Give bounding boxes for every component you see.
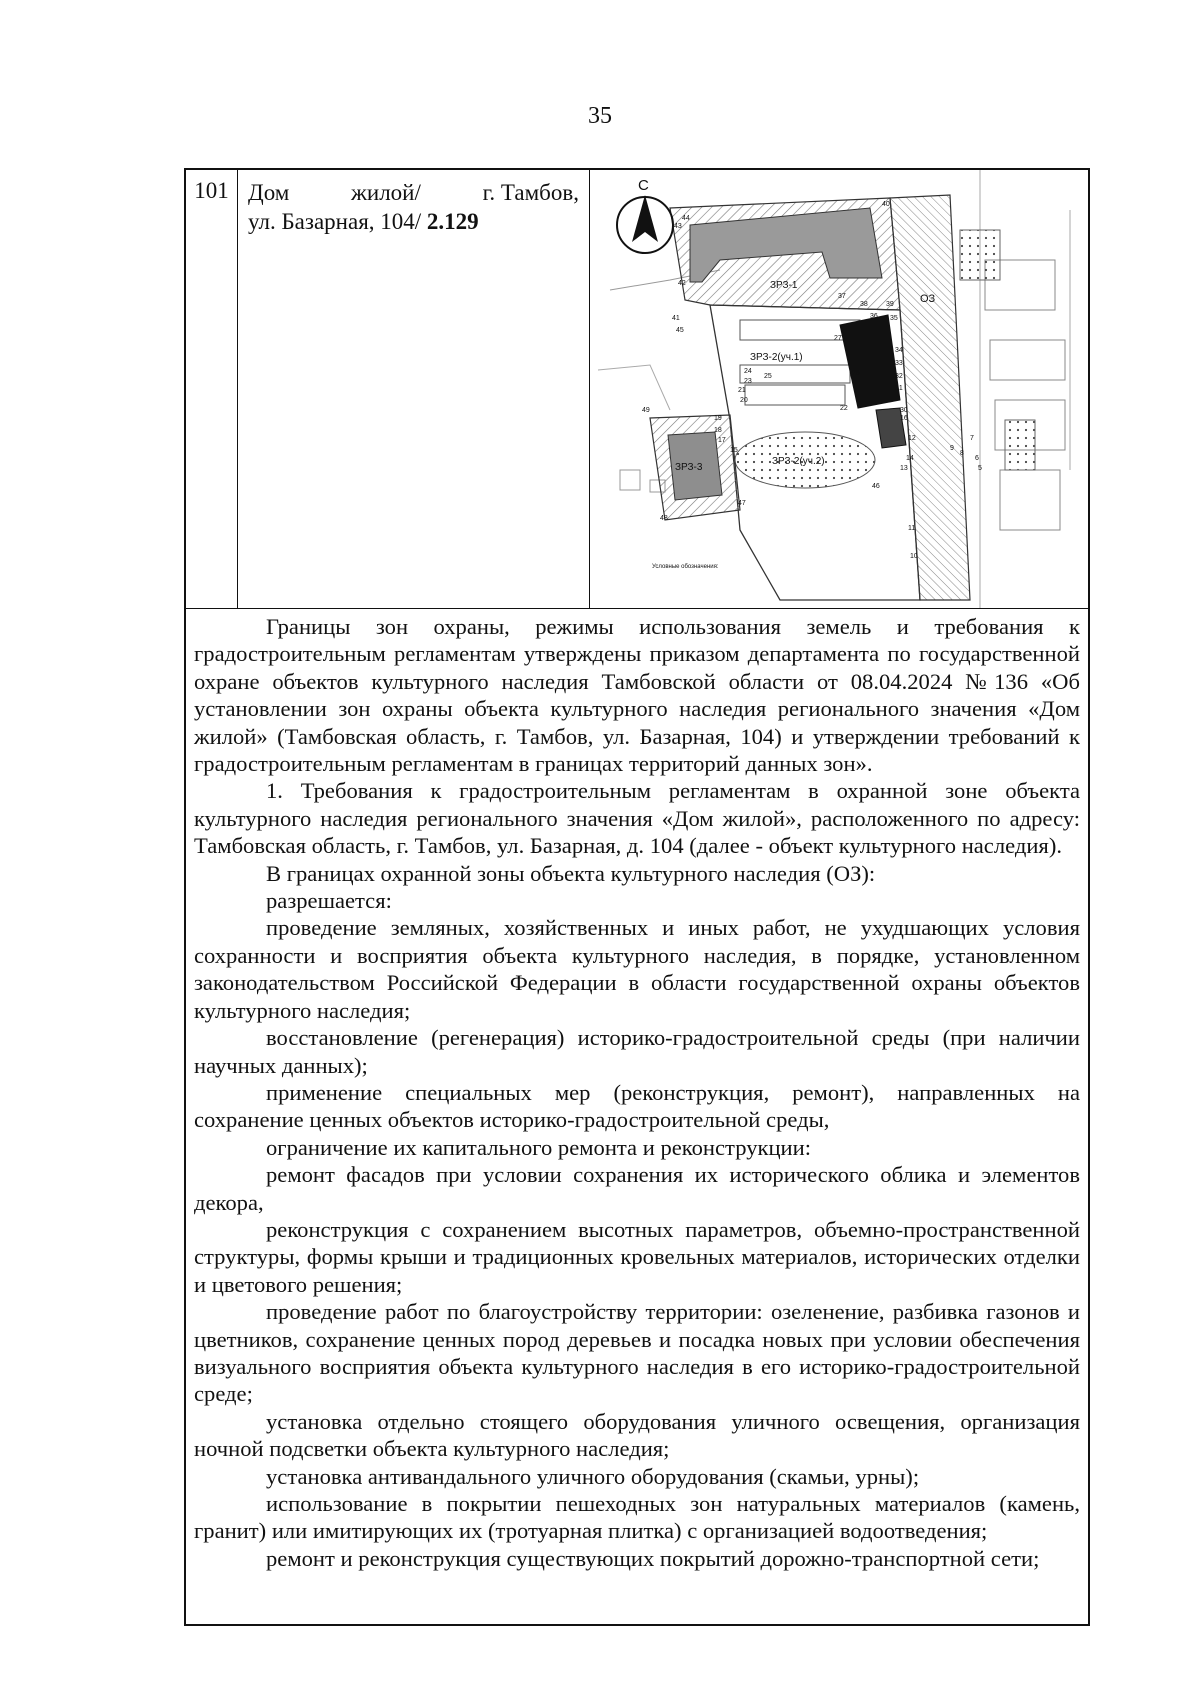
title-word-1: Дом [248, 180, 290, 205]
map-point-label: 7 [970, 435, 974, 442]
intro-paragraph: Границы зон охраны, режимы использования земель и требования к градостроительным регламентам утверждены приказом департамента по государственной охране объектов культурного наследия Тамбовской области от 08.04.2024 №136 «Об установлении зон охраны объекта культурного наследия регионального значения «Дом жилой» (Тамбовская область, г. Тамбов, ул. Базарная, 104) и утверждении требований к градостроительным регламентам в границах территорий данных зон». [194, 614, 1080, 777]
north-label: С [638, 177, 649, 194]
map-point-label: 49 [642, 407, 650, 414]
map-point-label: 46 [872, 483, 880, 490]
map-point-label: 41 [672, 315, 680, 322]
document-table [184, 168, 1090, 1626]
zone-map [590, 170, 1088, 608]
map-point-label: 32 [895, 373, 903, 380]
map-point-label: 27 [834, 335, 842, 342]
map-point-label: 47 [738, 500, 746, 507]
map-point-label: 10 [910, 553, 918, 560]
map-point-label: 31 [895, 385, 903, 392]
map-point-label: 33 [895, 360, 903, 367]
paragraph-2: восстановление (регенерация) историко-градостроительной среды (при наличии научных данных); [194, 1025, 1080, 1078]
item-1: 1. Требования к градостроительным регламентам в охранной зоне объекта культурного наследия регионального значения «Дом жилой», расположенного по адресу: Тамбовская область, г. Тамбов, ул. Базарная, д. 104 (далее - объект культурного наследия). [194, 778, 1080, 859]
paragraph-6: реконструкция с сохранением высотных параметров, объемно-пространственной структуры, формы крыши и традиционных кровельных материалов, исторических отделки и цветового решения; [194, 1216, 1080, 1297]
label-zrz3: ЗРЗ-3 [675, 462, 703, 473]
map-point-label: 36 [870, 313, 878, 320]
map-point-label: 45 [676, 327, 684, 334]
map-point-label: 5 [978, 465, 982, 472]
oz-heading: В границах охранной зоны объекта культурного наследия (ОЗ): [266, 860, 876, 886]
label-oz: ОЗ [920, 293, 936, 305]
map-point-label: 11 [908, 525, 916, 532]
map-point-label: 42 [678, 280, 686, 287]
legend-caption: Условные обозначения: [652, 564, 719, 570]
entry-title [238, 170, 590, 608]
map-point-label: 12 [908, 435, 916, 442]
map-point-label: 40 [882, 201, 890, 208]
map-point-label: 14 [906, 455, 914, 462]
map-point-label: 44 [682, 215, 690, 222]
map-point-label: 30 [900, 407, 908, 414]
map-point-label: 13 [900, 465, 908, 472]
label-zrz1: ЗРЗ-1 [770, 280, 798, 291]
map-point-label: 35 [890, 315, 898, 322]
title-word-3: г. Тамбов, [482, 180, 579, 205]
paragraph-11: ремонт и реконструкция существующих покрытий дорожно-транспортной сети; [266, 1545, 1040, 1571]
map-point-label: 25 [764, 373, 772, 380]
zone-map-drawing [590, 170, 1088, 608]
map-point-label: 48 [660, 515, 668, 522]
paragraph-10: использование в покрытии пешеходных зон натуральных материалов (камень, гранит) или имитирующих их (тротуарная плитка) с организацией водоотведения; [194, 1491, 1080, 1544]
paragraph-7: проведение работ по благоустройству территории: озеленение, разбивка газонов и цветников, сохранение ценных пород деревьев и посадка новых при условии обеспечения визуального восприятия объекта культурного наследия в его историко-градостроительной среде; [194, 1299, 1080, 1407]
entry-title-line2 [248, 207, 579, 236]
map-point-label: 22 [840, 405, 848, 412]
map-point-label: 9 [950, 445, 954, 452]
map-point-label: 39 [886, 301, 894, 308]
document-text [186, 610, 1088, 1572]
allowed-label: разрешается: [266, 888, 392, 914]
entry-number: 101 [186, 170, 238, 608]
map-point-label: 23 [744, 378, 752, 385]
map-point-label: 21 [738, 387, 746, 394]
map-point-label: 19 [714, 415, 722, 422]
entry-address: ул. Базарная, 104/ [248, 209, 427, 234]
map-point-label: 15 [730, 447, 738, 454]
paragraph-4: ограничение их капитального ремонта и реконструкции: [266, 1134, 812, 1160]
map-point-label: 18 [714, 427, 722, 434]
map-point-label: 34 [895, 347, 903, 354]
map-point-label: 26 [852, 370, 860, 377]
map-point-label: 17 [718, 437, 726, 444]
label-zrz2-u2: ЗРЗ-2(уч.2) [772, 456, 825, 467]
object-row [186, 170, 1088, 609]
label-zrz2-u1: ЗРЗ-2(уч.1) [750, 352, 803, 363]
paragraph-3: применение специальных мер (реконструкция, ремонт), направленных на сохранение ценных объектов историко-градостроительной среды, [194, 1079, 1080, 1133]
map-point-label: 8 [960, 450, 964, 457]
page-number: 35 [588, 103, 612, 129]
paragraph-9: установка антивандального уличного оборудования (скамьи, урны); [266, 1463, 920, 1489]
map-point-label: 24 [744, 368, 752, 375]
map-point-label: 37 [838, 293, 846, 300]
map-point-label: 38 [860, 301, 868, 308]
paragraph-1: проведение земляных, хозяйственных и иных работ, не ухудшающих условия сохранности и восприятия объекта культурного наследия, в порядке, установленном законодательством Российской Федерации в области государственной охраны объектов культурного наследия; [194, 915, 1080, 1023]
entry-title-line1 [248, 178, 579, 207]
title-word-2: жилой/ [351, 180, 421, 205]
map-point-label: 16 [900, 415, 908, 422]
entry-code: 2.129 [426, 209, 479, 234]
map-point-label: 20 [740, 397, 748, 404]
map-point-label: 43 [674, 223, 682, 230]
map-point-label: 6 [975, 455, 979, 462]
paragraph-8: установка отдельно стоящего оборудования уличного освещения, организация ночной подсветки объекта культурного наследия; [194, 1408, 1080, 1462]
paragraph-5: ремонт фасадов при условии сохранения их исторического облика и элементов декора, [194, 1162, 1080, 1215]
